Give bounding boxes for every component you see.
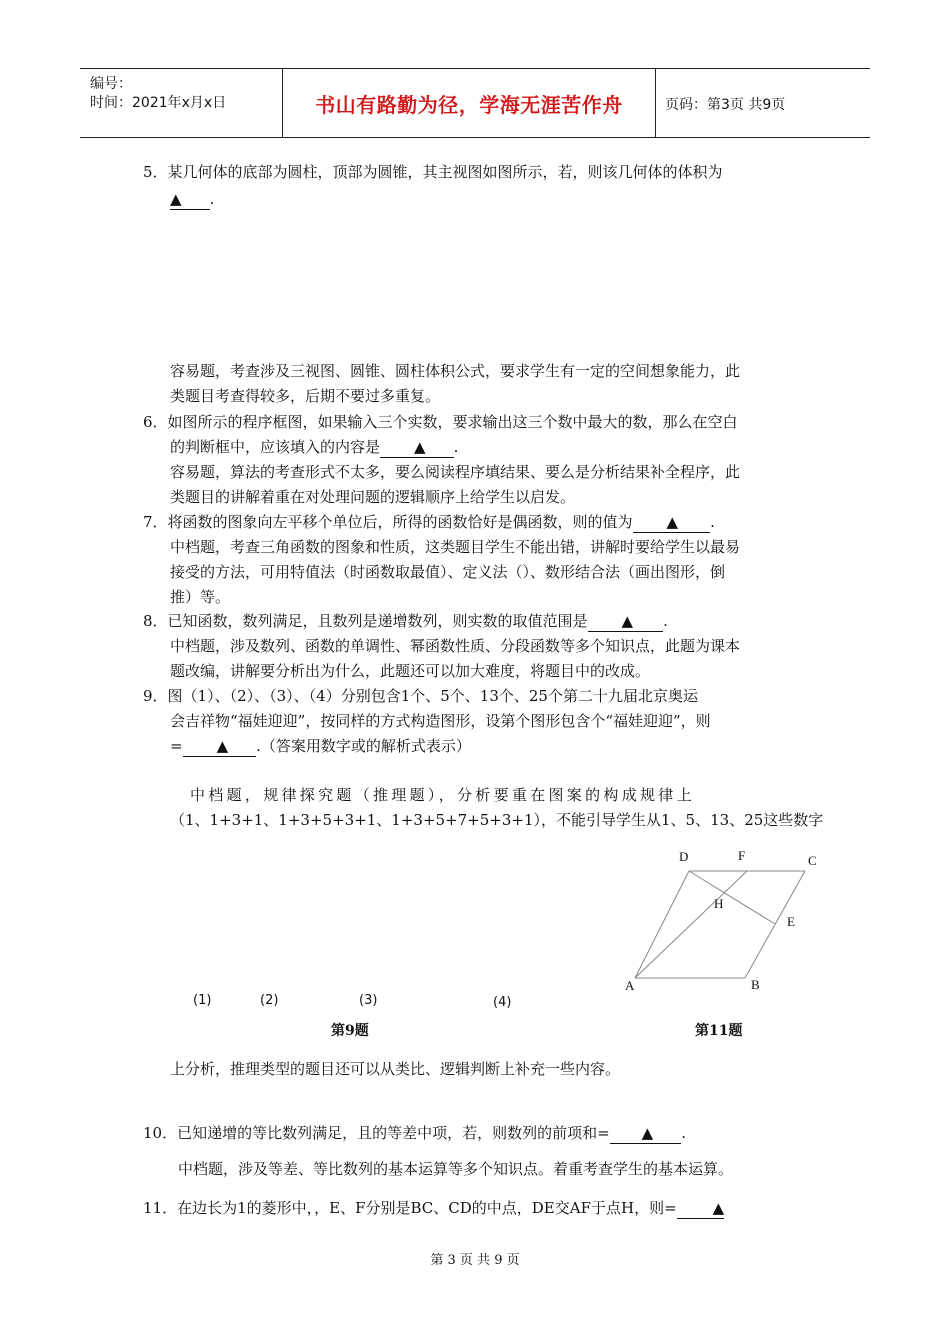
- q7-comment-2: 接受的方法，可用特值法（时函数取最值）、定义法（）、数形结合法（画出图形，倒: [170, 563, 726, 581]
- q7-comment-1: 中档题，考查三角函数的图象和性质，这类题目学生不能出错，讲解时要给学生以最易: [170, 538, 741, 556]
- edge-DA: [635, 871, 689, 978]
- q8-line-1: [143, 611, 668, 632]
- triangle-icon: ▲: [414, 438, 426, 456]
- point-E: E: [787, 914, 795, 929]
- figure-label-1: (1): [193, 993, 212, 1008]
- q9-line-3: [170, 736, 471, 757]
- figure-label-3: (3): [359, 993, 378, 1008]
- q10-comment-1: 中档题，涉及等差、等比数列的基本运算等多个知识点。着重考查学生的基本运算。: [178, 1160, 734, 1178]
- q8-comment-1: 中档题，涉及数列、函数的单调性、幂函数性质、分段函数等多个知识点，此题为课本: [170, 637, 741, 655]
- rhombus-diagram: [615, 845, 830, 995]
- time-label: 时间：2021年x月x日: [90, 95, 227, 111]
- q6-comment-1: 容易题，算法的考查形式不太多，要么阅读程序填结果、要么是分析结果补全程序，此: [170, 463, 741, 481]
- q7-line-1: [143, 512, 715, 533]
- answer-blank: [633, 512, 711, 533]
- punct: .: [209, 190, 215, 208]
- figure-label-2: (2): [260, 993, 279, 1008]
- answer-blank: [183, 736, 257, 757]
- triangle-icon: ▲: [666, 513, 679, 531]
- punct: .: [663, 612, 668, 630]
- q5-line-1: 5．某几何体的底部为圆柱，顶部为圆锥，其主视图如图所示，若，则该几何体的体积为: [143, 163, 723, 181]
- q6-comment-2: 类题目的讲解着重在对处理问题的逻辑顺序上给学生以启发。: [170, 488, 576, 506]
- q7-comment-3: 推）等。: [170, 588, 231, 606]
- q11-caption: 第11题: [695, 1023, 743, 1039]
- q5-comment-1: 容易题，考查涉及三视图、圆锥、圆柱体积公式，要求学生有一定的空间想象能力，此: [170, 362, 741, 380]
- q5-comment-2: 类题目考查得较多，后期不要过多重复。: [170, 387, 441, 405]
- triangle-icon: ▲: [641, 1124, 654, 1142]
- point-A: A: [625, 978, 635, 993]
- answer-blank: [380, 437, 454, 458]
- header-table: [80, 68, 870, 138]
- page-label: 页码：第3页 共9页: [665, 97, 786, 113]
- q9-line-1: 9．图（1）、（2）、（3）、（4）分别包含1个、5个、13个、25个第二十九届北京奥运: [143, 687, 698, 705]
- point-D: D: [679, 849, 689, 864]
- number-label: 编号：: [90, 76, 132, 92]
- triangle-icon: ▲: [216, 737, 229, 755]
- q9-comment-1: 中档题，规律探究题（推理题），分析要重在图案的构成规律上: [190, 786, 695, 804]
- segment-AF: [635, 871, 747, 978]
- segment-DE: [689, 871, 775, 924]
- q9-line-2: 会吉祥物“福娃迎迎”，按同样的方式构造图形，设第个图形包含个“福娃迎迎”，则: [170, 712, 711, 730]
- triangle-icon: ▲: [170, 190, 182, 208]
- q9-comment-2: （1、1+3+1、1+3+5+3+1、1+3+5+7+5+3+1），不能引导学生从1、5、13、25这些数字: [170, 811, 824, 829]
- point-H: H: [714, 896, 724, 911]
- q10-text: 10．已知递增的等比数列满足，且的等差中项，若，则数列的前项和=: [143, 1124, 610, 1142]
- point-F: F: [738, 848, 746, 863]
- answer-blank: [677, 1198, 725, 1219]
- q6-line-1: 6．如图所示的程序框图，如果输入三个实数，要求输出这三个数中最大的数，那么在空白: [143, 413, 738, 431]
- q7-text: 7．将函数的图象向左平移个单位后，所得的函数恰好是偶函数，则的值为: [143, 513, 633, 531]
- page-footer: 第 3 页 共 9 页: [430, 1253, 520, 1268]
- punct: .: [710, 513, 715, 531]
- punct: .: [681, 1124, 686, 1142]
- divider: [655, 69, 656, 137]
- q8-comment-2: 题改编，讲解要分析出为什么，此题还可以加大难度，将题目中的改成。: [170, 662, 651, 680]
- q11-text: 11．在边长为1的菱形中，，E、F分别是BC、CD的中点，DE交AF于点H，则=: [143, 1199, 677, 1217]
- point-B: B: [751, 977, 760, 992]
- q9-note: .（答案用数字或的解析式表示）: [256, 737, 471, 755]
- q5-line-2: [170, 189, 214, 210]
- header-info-cell: [80, 69, 282, 137]
- edge-BC: [745, 871, 805, 978]
- motto: 书山有路勤为径，学海无涯苦作舟: [315, 92, 623, 117]
- q9-comment-3: 上分析，推理类型的题目还可以从类比、逻辑判断上补充一些内容。: [170, 1060, 621, 1078]
- q6-line-2: [170, 437, 458, 458]
- q11-line-1: [143, 1198, 724, 1219]
- triangle-icon: ▲: [712, 1199, 725, 1217]
- answer-blank: [610, 1123, 682, 1144]
- answer-blank: [170, 189, 210, 210]
- q9-eq: =: [170, 737, 183, 755]
- figure-label-4: (4): [493, 995, 512, 1010]
- answer-blank: [588, 611, 664, 632]
- q8-text: 8．已知函数，数列满足，且数列是递增数列，则实数的取值范围是: [143, 612, 588, 630]
- q10-line-1: [143, 1123, 686, 1144]
- point-C: C: [808, 853, 817, 868]
- q9-caption: 第9题: [331, 1023, 369, 1039]
- punct: .: [453, 438, 459, 456]
- triangle-icon: ▲: [621, 612, 634, 630]
- q6-text: 的判断框中，应该填入的内容是: [170, 438, 381, 456]
